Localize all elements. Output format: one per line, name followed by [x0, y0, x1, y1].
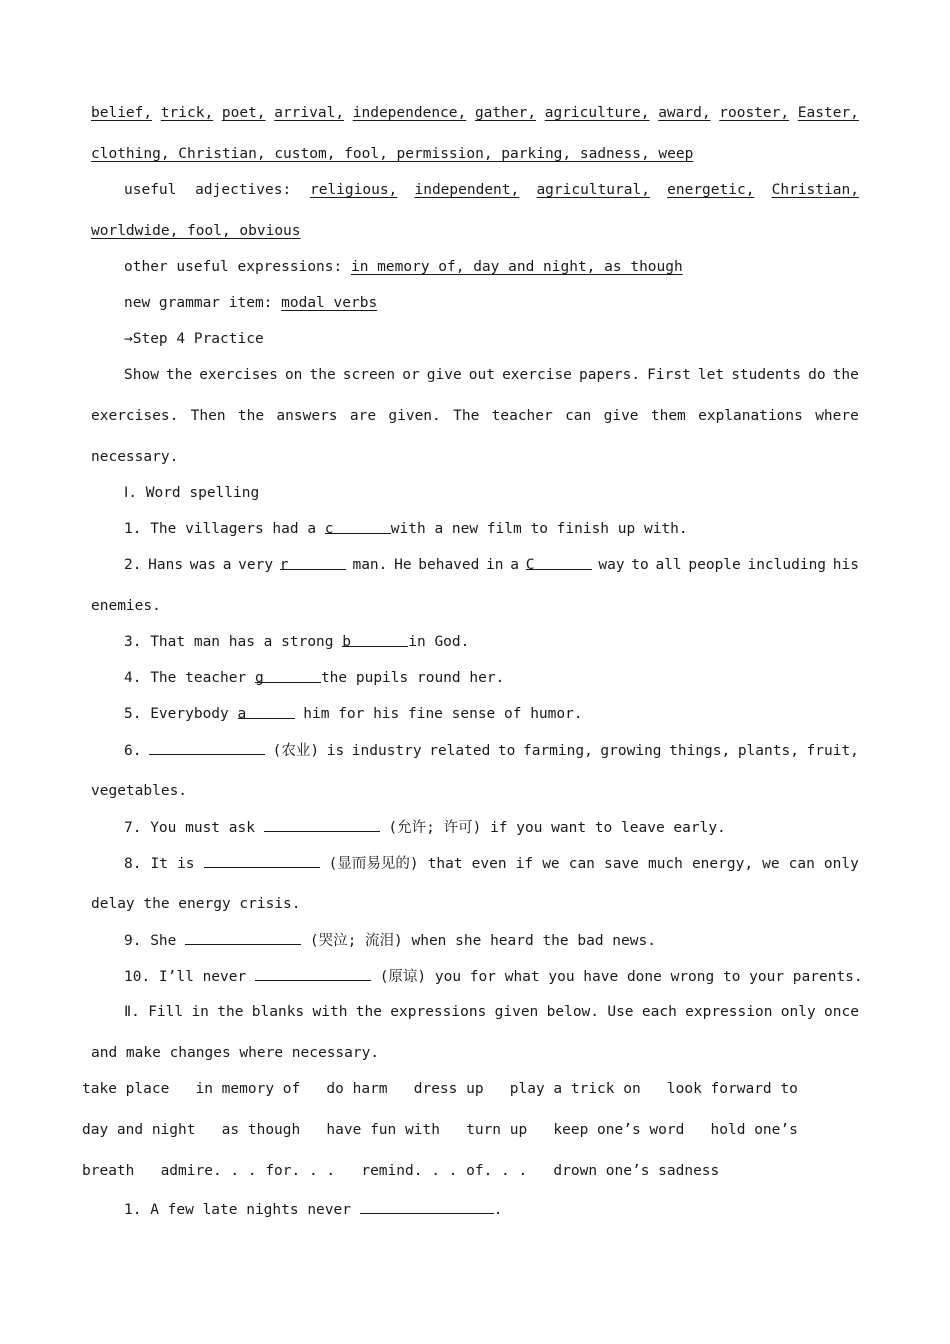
adjective-word: religious,	[309, 182, 398, 198]
word: them	[650, 408, 686, 424]
word: all	[655, 557, 682, 573]
word: 8.	[124, 856, 142, 872]
word: much	[647, 856, 683, 872]
word: on	[284, 367, 303, 383]
word: we	[762, 856, 780, 872]
question-1-7	[124, 817, 726, 838]
word: we	[542, 856, 560, 872]
vocab-nouns-line-1	[91, 103, 859, 123]
vocab-grammar	[124, 293, 377, 313]
question-1-1	[124, 519, 688, 539]
word: explanations	[698, 408, 803, 424]
word: the	[217, 1004, 244, 1020]
q-text: in God.	[408, 634, 470, 650]
word: It	[150, 856, 168, 872]
question-1-8	[124, 853, 859, 874]
word: very	[238, 557, 274, 573]
q-text: 9. She	[124, 933, 186, 949]
word: behaved	[418, 557, 480, 573]
adjective-word: energetic,	[667, 182, 755, 198]
word: the	[309, 367, 336, 383]
word: The	[453, 408, 480, 424]
vocab-word: arrival,	[274, 105, 345, 121]
adjective-word: independent,	[414, 182, 520, 198]
question-1-4	[124, 668, 504, 688]
q-hint: (原谅)	[379, 969, 427, 985]
word: given	[494, 1004, 539, 1020]
vocab-word: award,	[658, 105, 711, 121]
grammar-label: new grammar item:	[124, 295, 282, 311]
answer-blank[interactable]	[360, 1199, 494, 1214]
word: the	[355, 1004, 382, 1020]
word: Show	[124, 367, 159, 383]
answer-blank[interactable]	[255, 966, 371, 981]
word: each	[641, 1004, 677, 1020]
word: can	[565, 408, 592, 424]
blank-letter: b	[342, 634, 351, 650]
word: Ⅱ.	[124, 1004, 140, 1020]
expression-list-line-2: day and night as though have fun with turn up keep one’s word hold one’s	[82, 1122, 798, 1138]
word: that	[427, 856, 463, 872]
q-text: him for his fine sense of humor.	[294, 706, 583, 722]
word: growing	[600, 743, 662, 759]
word: the	[237, 408, 265, 424]
answer-blank[interactable]	[254, 668, 321, 686]
word: below.	[546, 1004, 600, 1020]
q-hint: (显而易见的)	[328, 856, 419, 872]
question-2-1	[124, 1199, 502, 1220]
question-1-5	[124, 704, 583, 724]
word: expressions	[390, 1004, 487, 1020]
step-title: →Step 4 Practice	[124, 331, 264, 347]
adjective-word: agricultural,	[536, 182, 650, 198]
vocab-word: Easter,	[797, 105, 859, 121]
answer-blank[interactable]	[264, 817, 380, 832]
word: exercise	[502, 367, 572, 383]
word: a	[222, 557, 232, 573]
word: things,	[669, 743, 731, 759]
word: Fill	[148, 1004, 184, 1020]
q-text: 3. That man has a strong	[124, 634, 343, 650]
question-1-9	[124, 930, 656, 951]
word: is	[177, 856, 195, 872]
q-text: with a new film to finish up with.	[390, 521, 688, 537]
word: do	[808, 367, 826, 383]
q-text: when she heard the bad news.	[402, 933, 656, 949]
word: people	[688, 557, 741, 573]
word: Hans	[148, 557, 184, 573]
q-text: 4. The teacher	[124, 670, 255, 686]
answer-blank[interactable]	[204, 853, 320, 868]
blank-letter: g	[254, 670, 264, 686]
word: give	[603, 408, 639, 424]
question-1-2-cont: enemies.	[91, 598, 161, 614]
section-2-title	[124, 1002, 859, 1022]
word: blanks	[251, 1004, 305, 1020]
answer-blank[interactable]	[237, 704, 295, 722]
q-text: 1. The villagers had a	[124, 521, 325, 537]
step-paragraph-line-1	[124, 365, 859, 385]
word: are	[349, 408, 377, 424]
word: save	[603, 856, 639, 872]
step-paragraph-line-3: necessary.	[91, 449, 179, 465]
blank-letter: a	[237, 706, 247, 722]
word: in	[191, 1004, 209, 1020]
vocab-adjectives-line-1	[124, 180, 859, 200]
word: to	[631, 557, 649, 573]
expressions-value: in memory of, day and night, as though	[350, 259, 683, 275]
q-hint: (允许; 许可)	[388, 820, 482, 836]
answer-blank[interactable]	[342, 632, 408, 650]
vocab-expressions	[124, 257, 683, 277]
q-number: 6.	[124, 743, 142, 759]
word: the	[166, 367, 193, 383]
word: only	[780, 1004, 816, 1020]
word: related	[429, 743, 491, 759]
answer-blank[interactable]	[185, 930, 301, 945]
word: out	[468, 367, 495, 383]
vocab-nouns-line-2: clothing, Christian, custom, fool, permission, parking, sadness, weep	[91, 146, 694, 162]
word: his	[832, 557, 859, 573]
vocab-word: agriculture,	[544, 105, 650, 121]
question-1-10	[124, 966, 863, 987]
word: teacher	[491, 408, 553, 424]
word: papers.	[578, 367, 641, 383]
word: exercises	[199, 367, 278, 383]
q-text: you for what you have done wrong to your parents.	[426, 969, 863, 985]
expression-list-line-1: take place in memory of do harm dress up play a trick on look forward to	[82, 1081, 798, 1097]
word: even	[471, 856, 507, 872]
word: screen	[342, 367, 396, 383]
word: once	[824, 1004, 859, 1020]
adjective-word: Christian,	[771, 182, 859, 198]
word: was	[189, 557, 216, 573]
word: in	[486, 557, 504, 573]
word: fruit,	[806, 743, 859, 759]
q-hint: (哭泣; 流泪)	[309, 933, 403, 949]
word: or	[402, 367, 420, 383]
word: First	[647, 367, 691, 383]
blank-letter: C	[525, 557, 535, 573]
adjectives-label-2: adjectives:	[195, 182, 292, 198]
word: expression	[685, 1004, 773, 1020]
expressions-label: other useful expressions:	[124, 259, 351, 275]
word: to	[497, 743, 516, 759]
q-text: .	[493, 1202, 503, 1218]
grammar-value: modal verbs	[281, 295, 378, 311]
question-1-8-cont: delay the energy crisis.	[91, 896, 301, 912]
vocab-word: poet,	[221, 105, 266, 121]
word: He	[394, 557, 412, 573]
vocab-word: belief,	[91, 105, 153, 121]
section-2-title-cont: and make changes where necessary.	[91, 1045, 380, 1061]
word: is	[326, 743, 345, 759]
expression-list-line-3: breath admire. . . for. . . remind. . . of. . . drown one’s sadness	[82, 1163, 720, 1179]
word: can	[568, 856, 595, 872]
word: give	[426, 367, 462, 383]
q-text: 1. A few late nights never	[124, 1202, 360, 1218]
vocab-word: independence,	[352, 105, 467, 121]
word: industry	[351, 743, 422, 759]
adjectives-list	[310, 180, 859, 200]
vocab-word: rooster,	[719, 105, 790, 121]
word: energy,	[691, 856, 754, 872]
vocab-word: trick,	[160, 105, 214, 121]
answer-blank[interactable]	[149, 740, 265, 755]
answer-blank[interactable]	[324, 519, 391, 537]
word: Use	[607, 1004, 634, 1020]
word: Then	[190, 408, 226, 424]
word: with	[312, 1004, 348, 1020]
vocab-adjectives-line-2: worldwide, fool, obvious	[91, 223, 301, 239]
word: can	[788, 856, 815, 872]
answer-blank[interactable]	[525, 555, 592, 573]
vocab-word: gather,	[474, 105, 537, 121]
question-1-6	[124, 740, 859, 761]
word: where	[815, 408, 859, 424]
word: plants,	[737, 743, 799, 759]
blank-letter: r	[279, 557, 289, 573]
word: way	[598, 557, 625, 573]
adjectives-label: useful	[124, 182, 177, 198]
q-hint: (农业)	[272, 743, 320, 759]
word: if	[515, 856, 534, 872]
word: only	[823, 856, 859, 872]
word: exercises.	[91, 408, 179, 424]
blank-letter: c	[324, 521, 334, 537]
q-text: if you want to leave early.	[481, 820, 726, 836]
step-paragraph-line-2	[91, 406, 859, 426]
answer-blank[interactable]	[279, 555, 346, 573]
word: including	[747, 557, 827, 573]
question-1-2	[124, 555, 859, 575]
question-1-6-cont: vegetables.	[91, 783, 188, 799]
word: students	[731, 367, 802, 383]
section-1-title: Ⅰ. Word spelling	[124, 485, 260, 501]
word: answers	[276, 408, 338, 424]
word: given.	[388, 408, 441, 424]
word: man.	[352, 557, 388, 573]
word: let	[697, 367, 725, 383]
question-1-3	[124, 632, 469, 652]
word: 2.	[124, 557, 142, 573]
word: a	[510, 557, 519, 573]
q-text: 7. You must ask	[124, 820, 264, 836]
word: the	[832, 367, 859, 383]
q-text: 5. Everybody	[124, 706, 238, 722]
q-text: the pupils round her.	[320, 670, 505, 686]
word: farming,	[522, 743, 593, 759]
q-text: 10. I’ll never	[124, 969, 255, 985]
